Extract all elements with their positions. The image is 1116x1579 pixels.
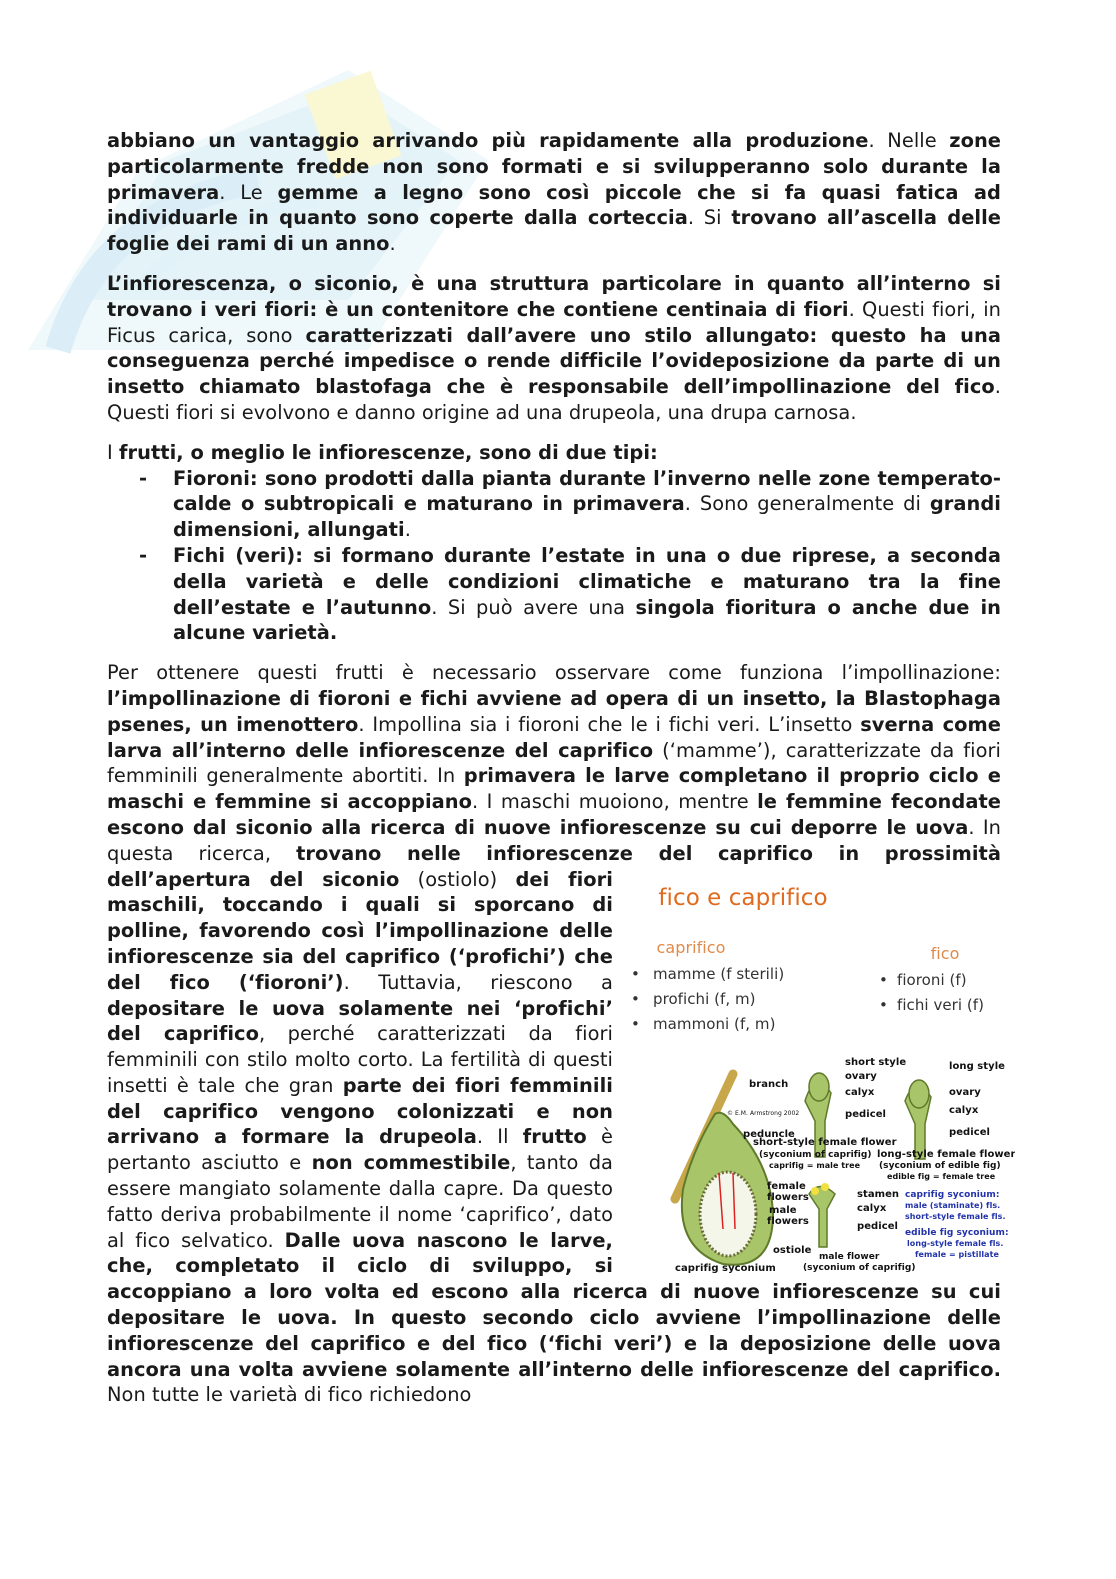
caprifico-heading: caprifico — [656, 937, 726, 957]
label-edible-syconium-1: long-style female fls. — [907, 1238, 1004, 1248]
label-short-style: short style — [845, 1056, 907, 1068]
text: . In questa ricerca, — [107, 815, 1001, 865]
text-bold: sverna come larva all’interno delle infiorescenze del caprifico — [107, 712, 1001, 762]
label-long-pedicel: pedicel — [949, 1126, 991, 1138]
label-copyright: © E.M. Armstrong 2002 — [727, 1109, 800, 1117]
label-male-flowers-2: flowers — [767, 1215, 809, 1227]
text-bold: depositare le uova solamente nei ‘profichi’ del caprifico — [107, 996, 613, 1046]
label-female-flowers-1: female — [767, 1180, 806, 1192]
label-male-flowers-1: male — [769, 1204, 797, 1216]
label-long-flower-2: (syconium of edible fig) — [879, 1160, 1001, 1171]
label-female-flowers-2: flowers — [767, 1191, 809, 1203]
text: . Nelle — [868, 129, 950, 152]
label-long-flower-1: long-style female flower — [877, 1148, 1015, 1160]
text-bold: gemme a legno sono così piccole che si fa quasi fatica ad individuarle in quanto sono coperte dalla corteccia — [107, 180, 1001, 230]
paragraph-infiorescenza — [107, 271, 1001, 426]
bullet: • — [631, 964, 640, 983]
text: Non tutte le varietà di fico richiedono — [107, 1383, 472, 1407]
text: è pertanto asciutto e — [107, 1125, 613, 1175]
text-bold: Fichi (veri): si formano durante l’estate in una o due riprese, a seconda della varietà e delle condizioni climatiche e maturano tra la fine dell’estate e l’autunno — [173, 543, 1001, 619]
bullet: • — [631, 989, 640, 1008]
paragraph-impollinazione — [107, 660, 1015, 1408]
text: . Questi fiori, in Ficus carica, sono — [107, 297, 1001, 347]
label-male-flower-1: male flower — [819, 1251, 880, 1262]
text: . Le — [219, 180, 278, 204]
text-bold: Fioroni: sono prodotti dalla pianta durante l’inverno nelle zone temperato-calde o subtropicali e maturano in primavera — [173, 466, 1001, 516]
text-bold: parte dei fiori femminili del caprifico vengono colonizzati e non arrivano a formare la drupeola — [107, 1073, 613, 1149]
text: . Tuttavia, riescono a — [343, 970, 613, 994]
text: . I maschi muoiono, mentre — [472, 790, 758, 814]
caprifico-item-3: mammoni (f, m) — [653, 1014, 776, 1033]
label-edible-syconium-2: female = pistillate — [915, 1249, 999, 1259]
label-ovary: ovary — [845, 1070, 877, 1082]
label-caprifig-syconium-2: short-style female fls. — [905, 1211, 1006, 1221]
text-bold: abbiano un vantaggio arrivando più rapidamente alla produzione — [107, 129, 869, 152]
text-bold: le femmine fecondate escono dal siconio alla ricerca di nuove infiorescenze su cui deporre le uova — [107, 790, 1002, 839]
text-bold: frutti, o meglio le infiorescenze, sono di due tipi: — [118, 440, 658, 464]
caprifico-item-1: mamme (f sterili) — [653, 964, 785, 983]
list-dash: - — [139, 466, 148, 490]
male-flower-shape — [809, 1186, 835, 1247]
label-calyx: calyx — [845, 1086, 875, 1098]
fico-item-2: fichi veri (f) — [897, 995, 985, 1014]
label-ostiole: ostiole — [773, 1244, 812, 1256]
text: I — [107, 440, 119, 464]
caprifico-item-2: profichi (f, m) — [653, 989, 756, 1008]
text: , tanto da essere mangiato solamente dalla capre. Da questo fatto deriva probabilmente il nome ‘caprifico’, dato al fico selvatico. — [107, 1151, 613, 1252]
label-stamen: stamen — [857, 1188, 900, 1200]
label-male-calyx: calyx — [857, 1202, 887, 1214]
text: , perché caratterizzati da fiori femminili con stilo molto corto. La fertilità di questi insetti è tale che gran — [107, 1022, 613, 1097]
label-pedicel: pedicel — [845, 1108, 887, 1120]
label-long-calyx: calyx — [949, 1104, 979, 1116]
text-bold: caratterizzati dall’avere uno stilo allungato: questo ha una conseguenza perché impedisce o rende difficile l’ovideposizione da parte di un insetto chiamato blastofaga che è responsabile dell’impollinazione del fico — [107, 323, 1002, 399]
text: . — [404, 518, 411, 542]
list-item-fioroni — [107, 466, 1001, 543]
document-body — [107, 128, 1015, 1408]
figure-title: fico e caprifico — [658, 884, 828, 911]
text-bold: trovano all’ascella delle foglie dei rami di un anno — [107, 206, 1002, 256]
fruit-types-list — [107, 466, 1001, 647]
text: . Questi fiori si evolvono e danno origine ad una drupeola, una drupa carnosa. — [107, 375, 1001, 424]
label-male-pedicel: pedicel — [857, 1220, 899, 1232]
fig-diagram — [623, 869, 1015, 1277]
bullet: • — [879, 970, 888, 989]
text-bold: zone particolarmente fredde non sono formati e si svilupperanno solo durante la primavera — [107, 129, 1001, 204]
list-dash: - — [139, 543, 148, 567]
text: Per ottenere questi frutti è necessario osservare come funziona l’impollinazione: — [107, 661, 1001, 685]
syconium-cavity — [700, 1172, 756, 1256]
label-short-flower-2: (syconium of caprifig) — [759, 1149, 872, 1160]
label-caprifig-syconium-title: caprifig syconium: — [905, 1189, 1000, 1200]
text-bold: L’infiorescenza, o siconio, è una struttura particolare in quanto all’interno si trovano i veri fiori: è un contenitore che contiene centinaia di fiori — [107, 271, 1001, 321]
bullet: • — [879, 995, 888, 1014]
text: . Impollina sia i fioroni che le i fichi veri. L’insetto — [358, 712, 861, 736]
list-item-fichi — [107, 543, 1001, 646]
label-branch: branch — [749, 1078, 789, 1090]
fig-caprifico-figure — [623, 869, 1015, 1277]
paragraph-frutti-intro — [107, 440, 1001, 466]
fico-heading: fico — [930, 943, 960, 963]
label-peduncle: peduncle — [743, 1128, 795, 1140]
text-bold: l’impollinazione di fioroni e fichi avviene ad opera di un insetto, la Blastophaga psenes, un imenottero — [107, 686, 1001, 736]
long-style-ovary — [909, 1080, 929, 1108]
paragraph-gemme — [107, 128, 1001, 257]
label-long-flower-3: edible fig = female tree — [887, 1171, 996, 1181]
text: (‘mamme’), caratterizzate da fiori femminili generalmente abortiti. In — [107, 738, 1001, 788]
text-bold: singola fioritura o anche due in alcune varietà. — [173, 595, 1001, 645]
text-bold: dei fiori maschili, toccando i quali si sporcano di polline, favorendo così l’impollinazione delle infiorescenze sia del caprifico (‘profichi’) che del fico (‘fioroni’) — [107, 867, 613, 994]
text: (ostiolo) — [399, 867, 516, 891]
label-short-flower-3: caprifig = male tree — [769, 1160, 861, 1170]
text-bold: non commestibile — [311, 1151, 511, 1175]
label-caprifig-syconium: caprifig syconium — [675, 1262, 776, 1274]
short-style-ovary — [809, 1073, 829, 1101]
male-flower-stamen — [811, 1187, 819, 1195]
male-flower-stamen — [821, 1183, 829, 1191]
label-short-flower-1: short-style female flower — [753, 1136, 897, 1148]
text-bold: frutto — [522, 1125, 587, 1149]
text: . Sono generalmente di — [684, 492, 930, 516]
fico-item-1: fioroni (f) — [897, 970, 967, 989]
label-caprifig-syconium-1: male (staminate) fls. — [905, 1200, 1001, 1210]
text: . Si può avere una — [431, 595, 636, 619]
text: . Il — [476, 1125, 523, 1149]
label-male-flower-2: (syconium of caprifig) — [803, 1262, 916, 1273]
text-bold: trovano nelle infiorescenze del caprifico in prossimità dell’apertura del siconio — [107, 841, 1001, 891]
text: . Si — [687, 206, 732, 230]
text-bold: Dalle uova nascono le larve, che, completato il ciclo di sviluppo, si accoppiano a loro volta ed escono alla ricerca di nuove infiorescenze su cui depositare le uova. In questo secondo ciclo avviene l’impollinazione delle infiorescenze del caprifico e del fico (‘fichi veri’) e la deposizione delle uova ancora una volta avviene solamente all’interno delle infiorescenze del caprifico. — [107, 1228, 1001, 1381]
text-bold: primavera le larve completano il proprio ciclo e maschi e femmine si accoppiano — [107, 764, 1001, 814]
bullet: • — [631, 1014, 640, 1033]
label-long-style: long style — [949, 1060, 1006, 1072]
text: . — [389, 232, 396, 256]
label-edible-syconium-title: edible fig syconium: — [905, 1227, 1009, 1238]
label-long-ovary: ovary — [949, 1086, 981, 1098]
text-bold: grandi dimensioni, allungati — [173, 492, 1001, 542]
